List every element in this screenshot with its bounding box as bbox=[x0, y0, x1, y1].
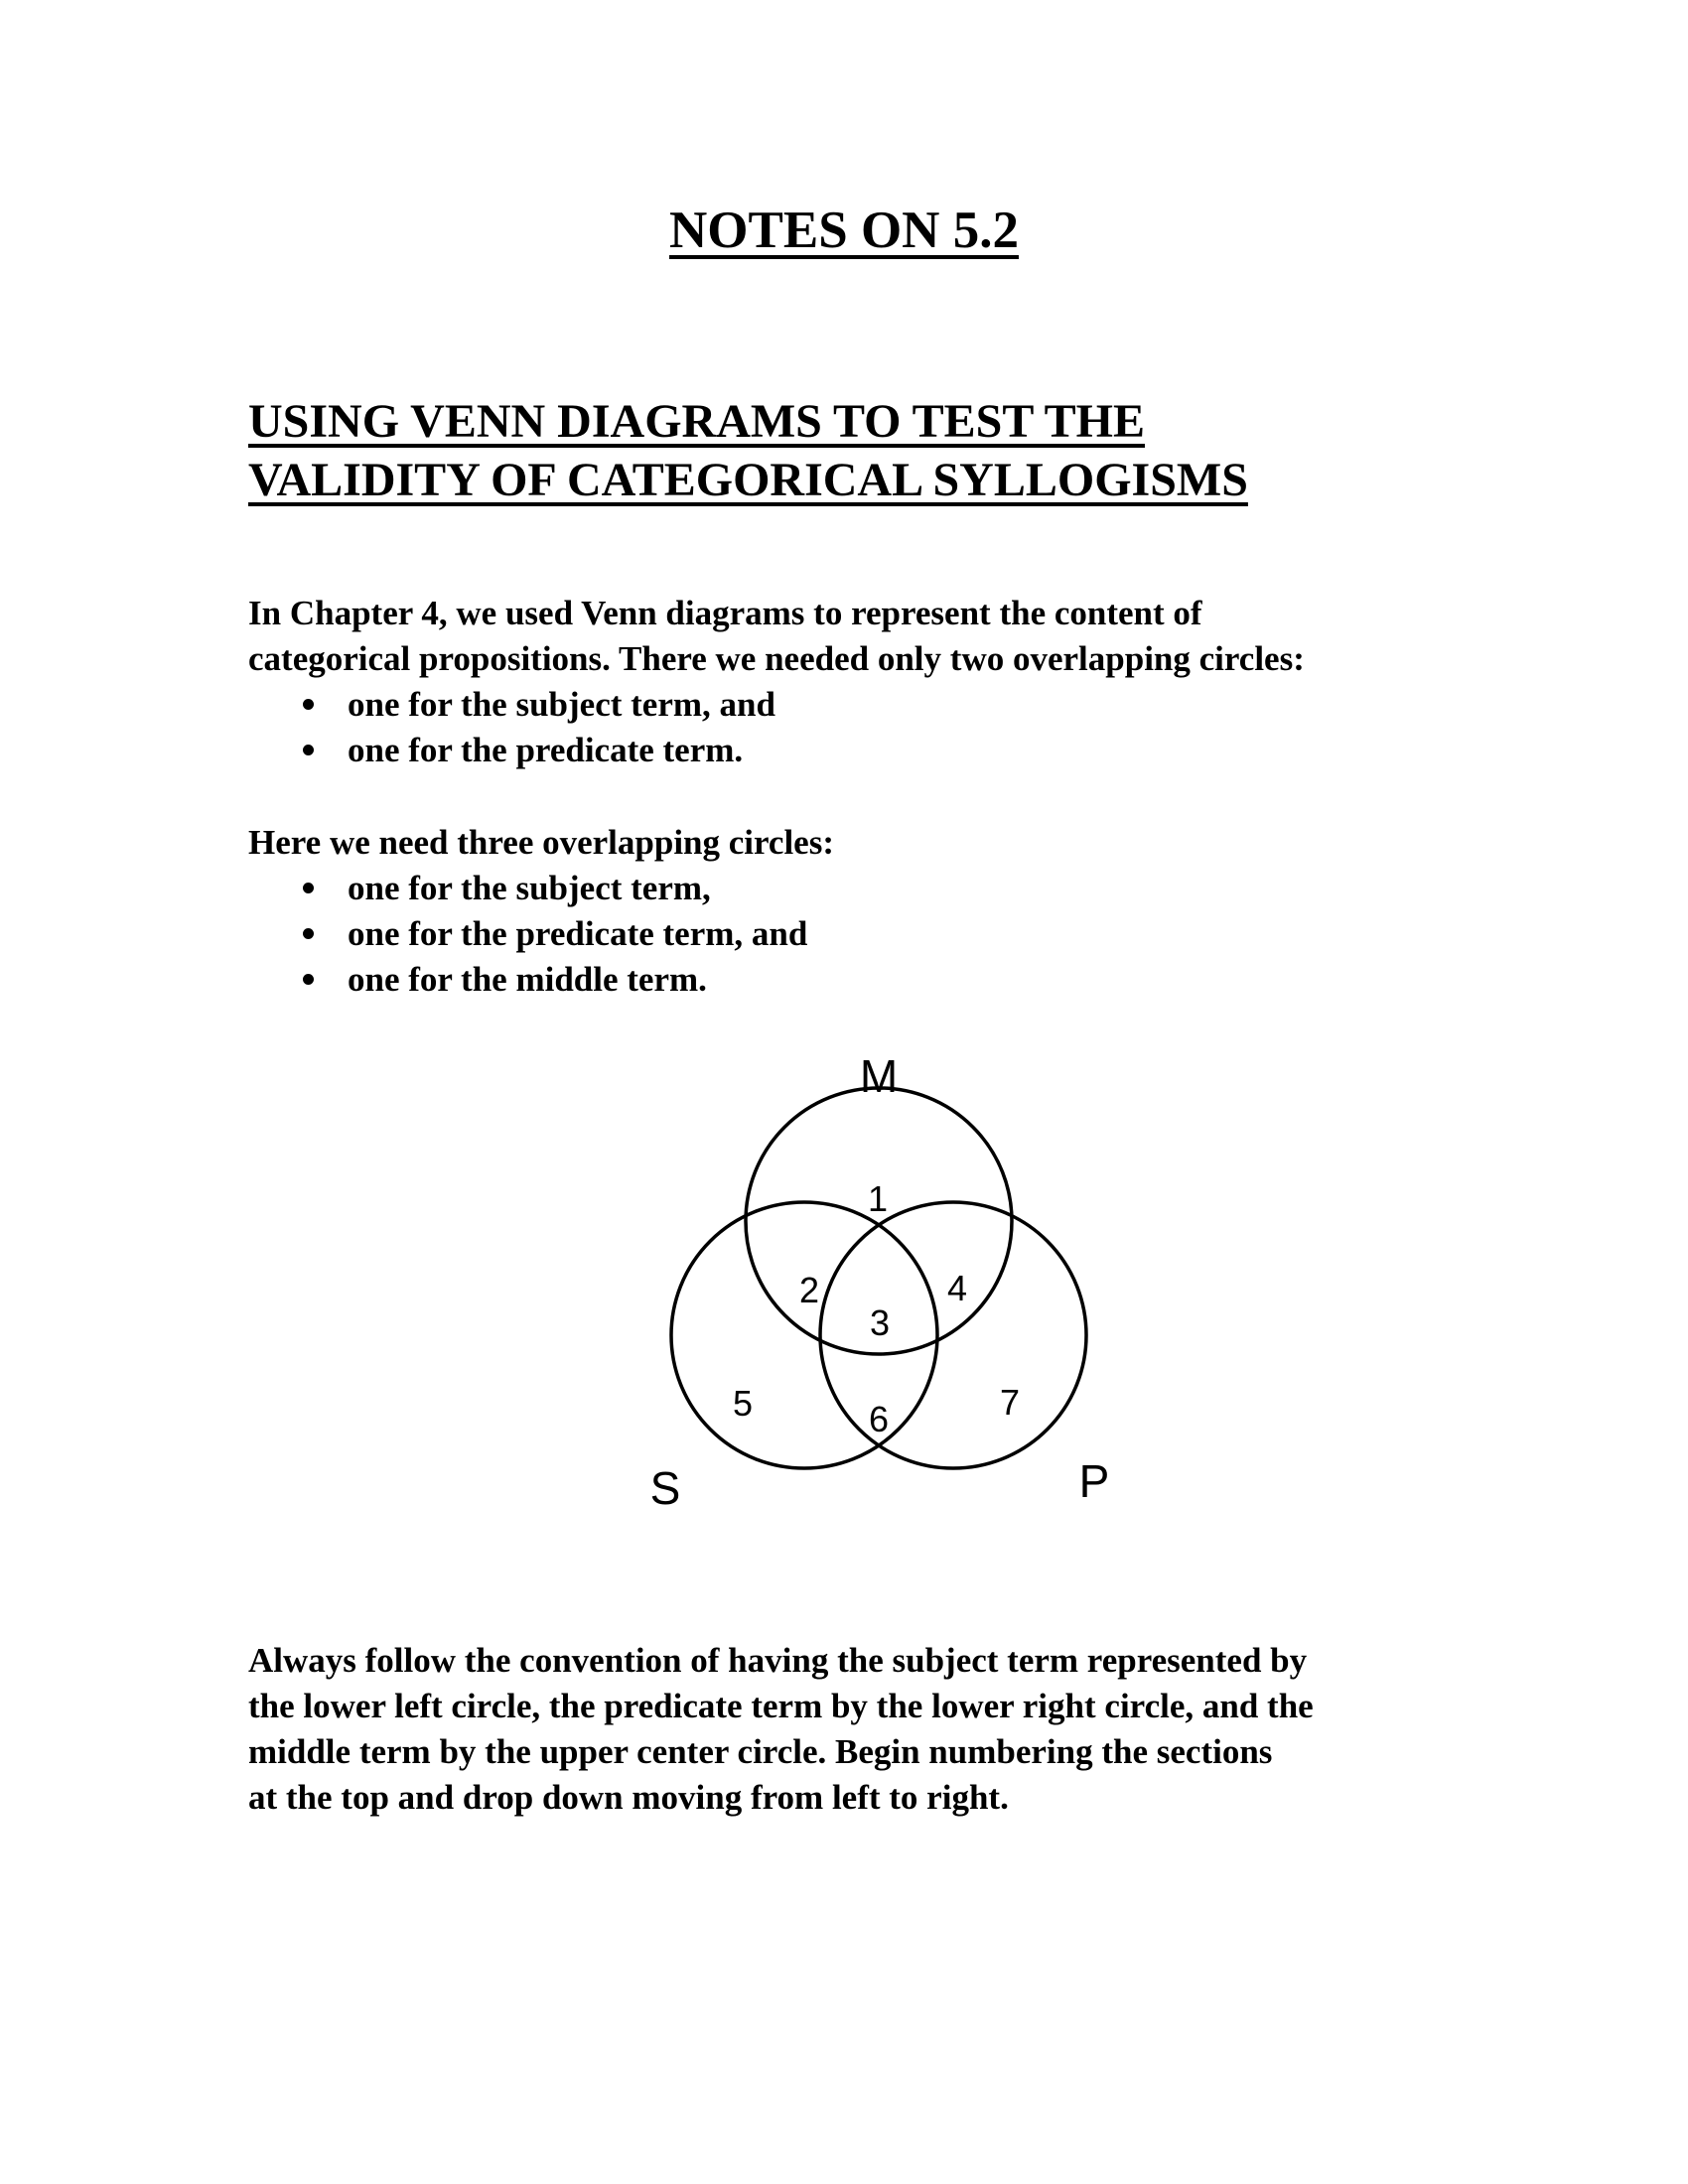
intro-bullet-list bbox=[248, 682, 1305, 773]
intro-line-2: categorical propositions. There we needed only two overlapping circles: bbox=[248, 639, 1305, 678]
section-heading bbox=[248, 392, 1248, 509]
intro-bullet-predicate: one for the predicate term. bbox=[248, 728, 1305, 773]
predicate-term-circle bbox=[820, 1202, 1086, 1468]
convention-line-2: the lower left circle, the predicate term by the lower right circle, and the bbox=[248, 1687, 1314, 1725]
region-4-label: 4 bbox=[946, 1268, 968, 1308]
convention-line-1: Always follow the convention of having the subject term represented by bbox=[248, 1641, 1308, 1680]
region-2-label: 2 bbox=[798, 1270, 820, 1310]
three-circles-bullet-subject: one for the subject term, bbox=[248, 866, 834, 911]
middle-term-label: M bbox=[859, 1052, 899, 1102]
intro-bullet-subject: one for the subject term, and bbox=[248, 682, 1305, 728]
region-6-label: 6 bbox=[868, 1399, 890, 1439]
convention-paragraph bbox=[248, 1638, 1314, 1821]
section-heading-line-1: USING VENN DIAGRAMS TO TEST THE bbox=[248, 395, 1145, 448]
page-title-text: NOTES ON 5.2 bbox=[669, 202, 1019, 259]
region-5-label: 5 bbox=[732, 1383, 754, 1424]
subject-term-label: S bbox=[649, 1462, 681, 1514]
page-title bbox=[0, 201, 1688, 260]
intro-paragraph bbox=[248, 591, 1305, 773]
section-heading-line-2: VALIDITY OF CATEGORICAL SYLLOGISMS bbox=[248, 454, 1248, 506]
three-circles-bullet-list bbox=[248, 866, 834, 1003]
three-circles-bullet-predicate: one for the predicate term, and bbox=[248, 911, 834, 957]
intro-line-1: In Chapter 4, we used Venn diagrams to represent the content of bbox=[248, 594, 1202, 632]
region-3-label: 3 bbox=[869, 1302, 891, 1343]
venn-diagram bbox=[616, 1052, 1172, 1549]
three-circles-paragraph bbox=[248, 820, 834, 1003]
convention-line-4: at the top and drop down moving from left to right. bbox=[248, 1778, 1009, 1817]
predicate-term-label: P bbox=[1078, 1455, 1110, 1507]
subject-term-circle bbox=[671, 1202, 937, 1468]
three-circles-line-1: Here we need three overlapping circles: bbox=[248, 823, 834, 862]
three-circles-bullet-middle: one for the middle term. bbox=[248, 957, 834, 1003]
region-7-label: 7 bbox=[999, 1382, 1021, 1423]
region-1-label: 1 bbox=[867, 1178, 889, 1219]
convention-line-3: middle term by the upper center circle. Begin numbering the sections bbox=[248, 1732, 1273, 1771]
